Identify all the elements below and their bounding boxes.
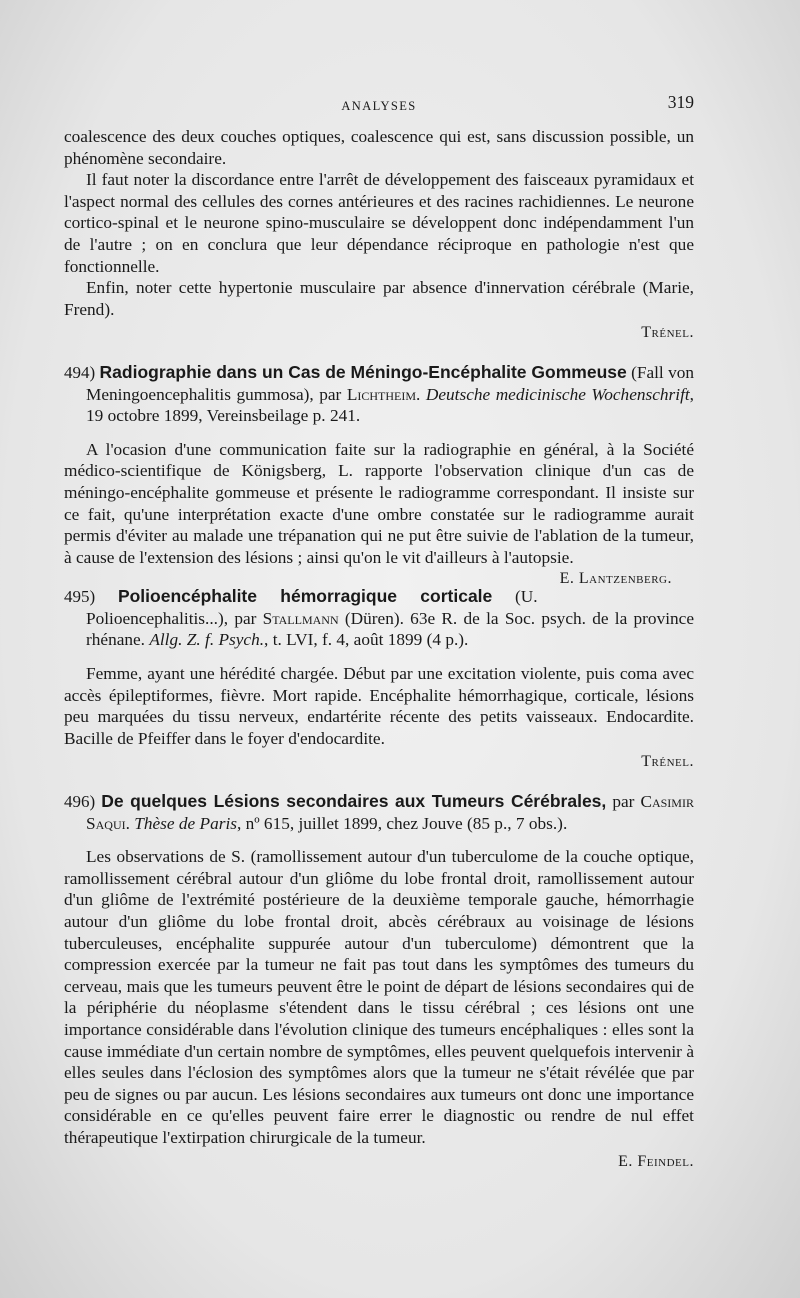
journal-name: Thèse de Paris (134, 813, 237, 833)
article-496 (64, 791, 694, 1172)
intro-signature: Trénel. (641, 324, 694, 342)
article-reference (64, 362, 694, 427)
author-name: Stallmann (262, 608, 339, 628)
page-number: 319 (667, 92, 694, 112)
page-content (64, 92, 694, 1172)
article-signature: Trénel. (641, 753, 694, 771)
article-number: 496) (64, 792, 96, 812)
reference-text: (Fall von Meningoencephalitis gummosa), par (86, 362, 694, 404)
reference-text: , nº 615, juillet 1899, chez Jouve (85 p., 7 obs.). (236, 813, 568, 833)
article-494 (64, 361, 694, 588)
running-head-title: ANALYSES (341, 99, 417, 113)
article-number: 495) (64, 587, 96, 607)
article-signature: E. Feindel. (618, 1152, 694, 1170)
article-headline: De quelques Lésions secondaires aux Tumeurs Cérébrales, (101, 791, 607, 812)
reference-text: . (416, 384, 426, 404)
article-body (64, 439, 694, 588)
intro-paragraph: Il faut noter la discordance entre l'arrêt de développement des faisceaux pyramidaux et l'aspect normal des cellules des cornes antérieures et des racines rachidiennes. Le neurone cortico-spinal et le neurone spino-musculaire se développent donc indépendamment l'un de l'autre ; on en conclura que leur dépendance réciproque en pathologie n'est que fonctionnelle. (64, 170, 694, 276)
intro-paragraph: coalescence des deux couches optiques, coalescence qui est, sans discussion possible, un phénomène secondaire. (64, 127, 694, 168)
reference-text: , t. LVI, f. 4, août 1899 (4 p.). (264, 630, 469, 650)
reference-text: . (125, 813, 135, 833)
spacer (64, 651, 694, 663)
reference-text: , 19 octobre 1899, Vereinsbeilage p. 241. (86, 384, 694, 426)
author-name: Casimir Saqui (86, 792, 694, 833)
article-number: 494) (64, 362, 96, 382)
article-headline: Polioencéphalite hémorragique corticale (117, 586, 493, 607)
article-body: Femme, ayant une hérédité chargée. Début par une excitation violente, puis coma avec accès épileptiformes, fièvre. Mort rapide. Encéphalite hémorrhagique, corticale, lésions peu marquées du tissu nerveux, endartérite récente des petits vaisseaux. Endocardite. Bacille de Pfeiffer dans le foyer d'endocardite. (64, 664, 694, 748)
article-495 (64, 586, 694, 773)
running-head (64, 92, 694, 116)
article-reference (64, 791, 694, 834)
reference-text: par (606, 792, 641, 812)
journal-name: Deutsche medicinische Wochenschrift (425, 384, 690, 404)
spacer (64, 427, 694, 439)
article-body: Les observations de S. (ramollissement autour d'un tuberculome de la couche optique, ramollissement cérébral autour d'un gliôme du lobe frontal droit, ramollissement autour d'un gliôme de l'extrémité postérieure de la deuxième temporale gauche, hémorrhagie autour d'un gliôme du lobe frontal droit, abcès cérébraux au voisinage de lésions tuberculeuses, encéphalite suppurée autour d'un tuberculome) démontrent que la compression exercée par la tumeur ne fait pas tout dans les symptômes des tumeurs du cerveau, mais que les tumeurs peuvent être le point de départ de lésions secondaires qui de la périphérie du néoplasme s'étendent dans le tissu cérébral ; ces lésions ont une importance considérable dans l'évolution clinique des tumeurs encéphaliques : elles sont la cause immédiate d'un certain nombre de symptômes, elles peuvent quelquefois intervenir à elles seules dans l'éclosion des symptômes alors que la tumeur ne s'était révélée que par peu de signes ou par aucun. Les lésions secondaires aux tumeurs ont donc une importance considérable en ce qu'elles peuvent faire errer le diagnostic ou rendre de nul effet thérapeutique l'extirpation chirurgicale de la tumeur. (64, 847, 694, 1147)
article-signature: E. Lantzenberg. (559, 570, 672, 588)
article-headline: Radiographie dans un Cas de Méningo-Encéphalite Gommeuse (99, 361, 627, 382)
author-name: Lichtheim (346, 384, 417, 404)
reference-text: (U. Polioencephalitis...), par (86, 587, 538, 628)
intro-paragraph: Enfin, noter cette hypertonie musculaire par absence d'innervation cérébrale (Marie, Frend). (64, 278, 694, 319)
article-reference (64, 586, 694, 651)
reference-text: (Düren). 63e R. de la Soc. psych. de la province rhénane. (86, 608, 694, 650)
spacer (64, 834, 694, 846)
article-body-text: A l'ocasion d'une communication faite sur la radiographie en général, à la Société médico-scientifique de Königsberg, L. rapporte l'observation clinique d'un cas de méningo-encéphalite gommeuse et présente le radiogramme correspondant. Il insiste sur ce fait, qu'une interprétation exacte d'une ombre constatée sur le radiogramme aurait permis d'éviter au malade une trépanation qui ne put être suivie de l'ablation de la tumeur, à cause de l'extension des lésions ; ainsi qu'on le vit d'ailleurs à l'autopsie. (64, 439, 694, 567)
journal-name: Allg. Z. f. Psych. (149, 630, 265, 650)
